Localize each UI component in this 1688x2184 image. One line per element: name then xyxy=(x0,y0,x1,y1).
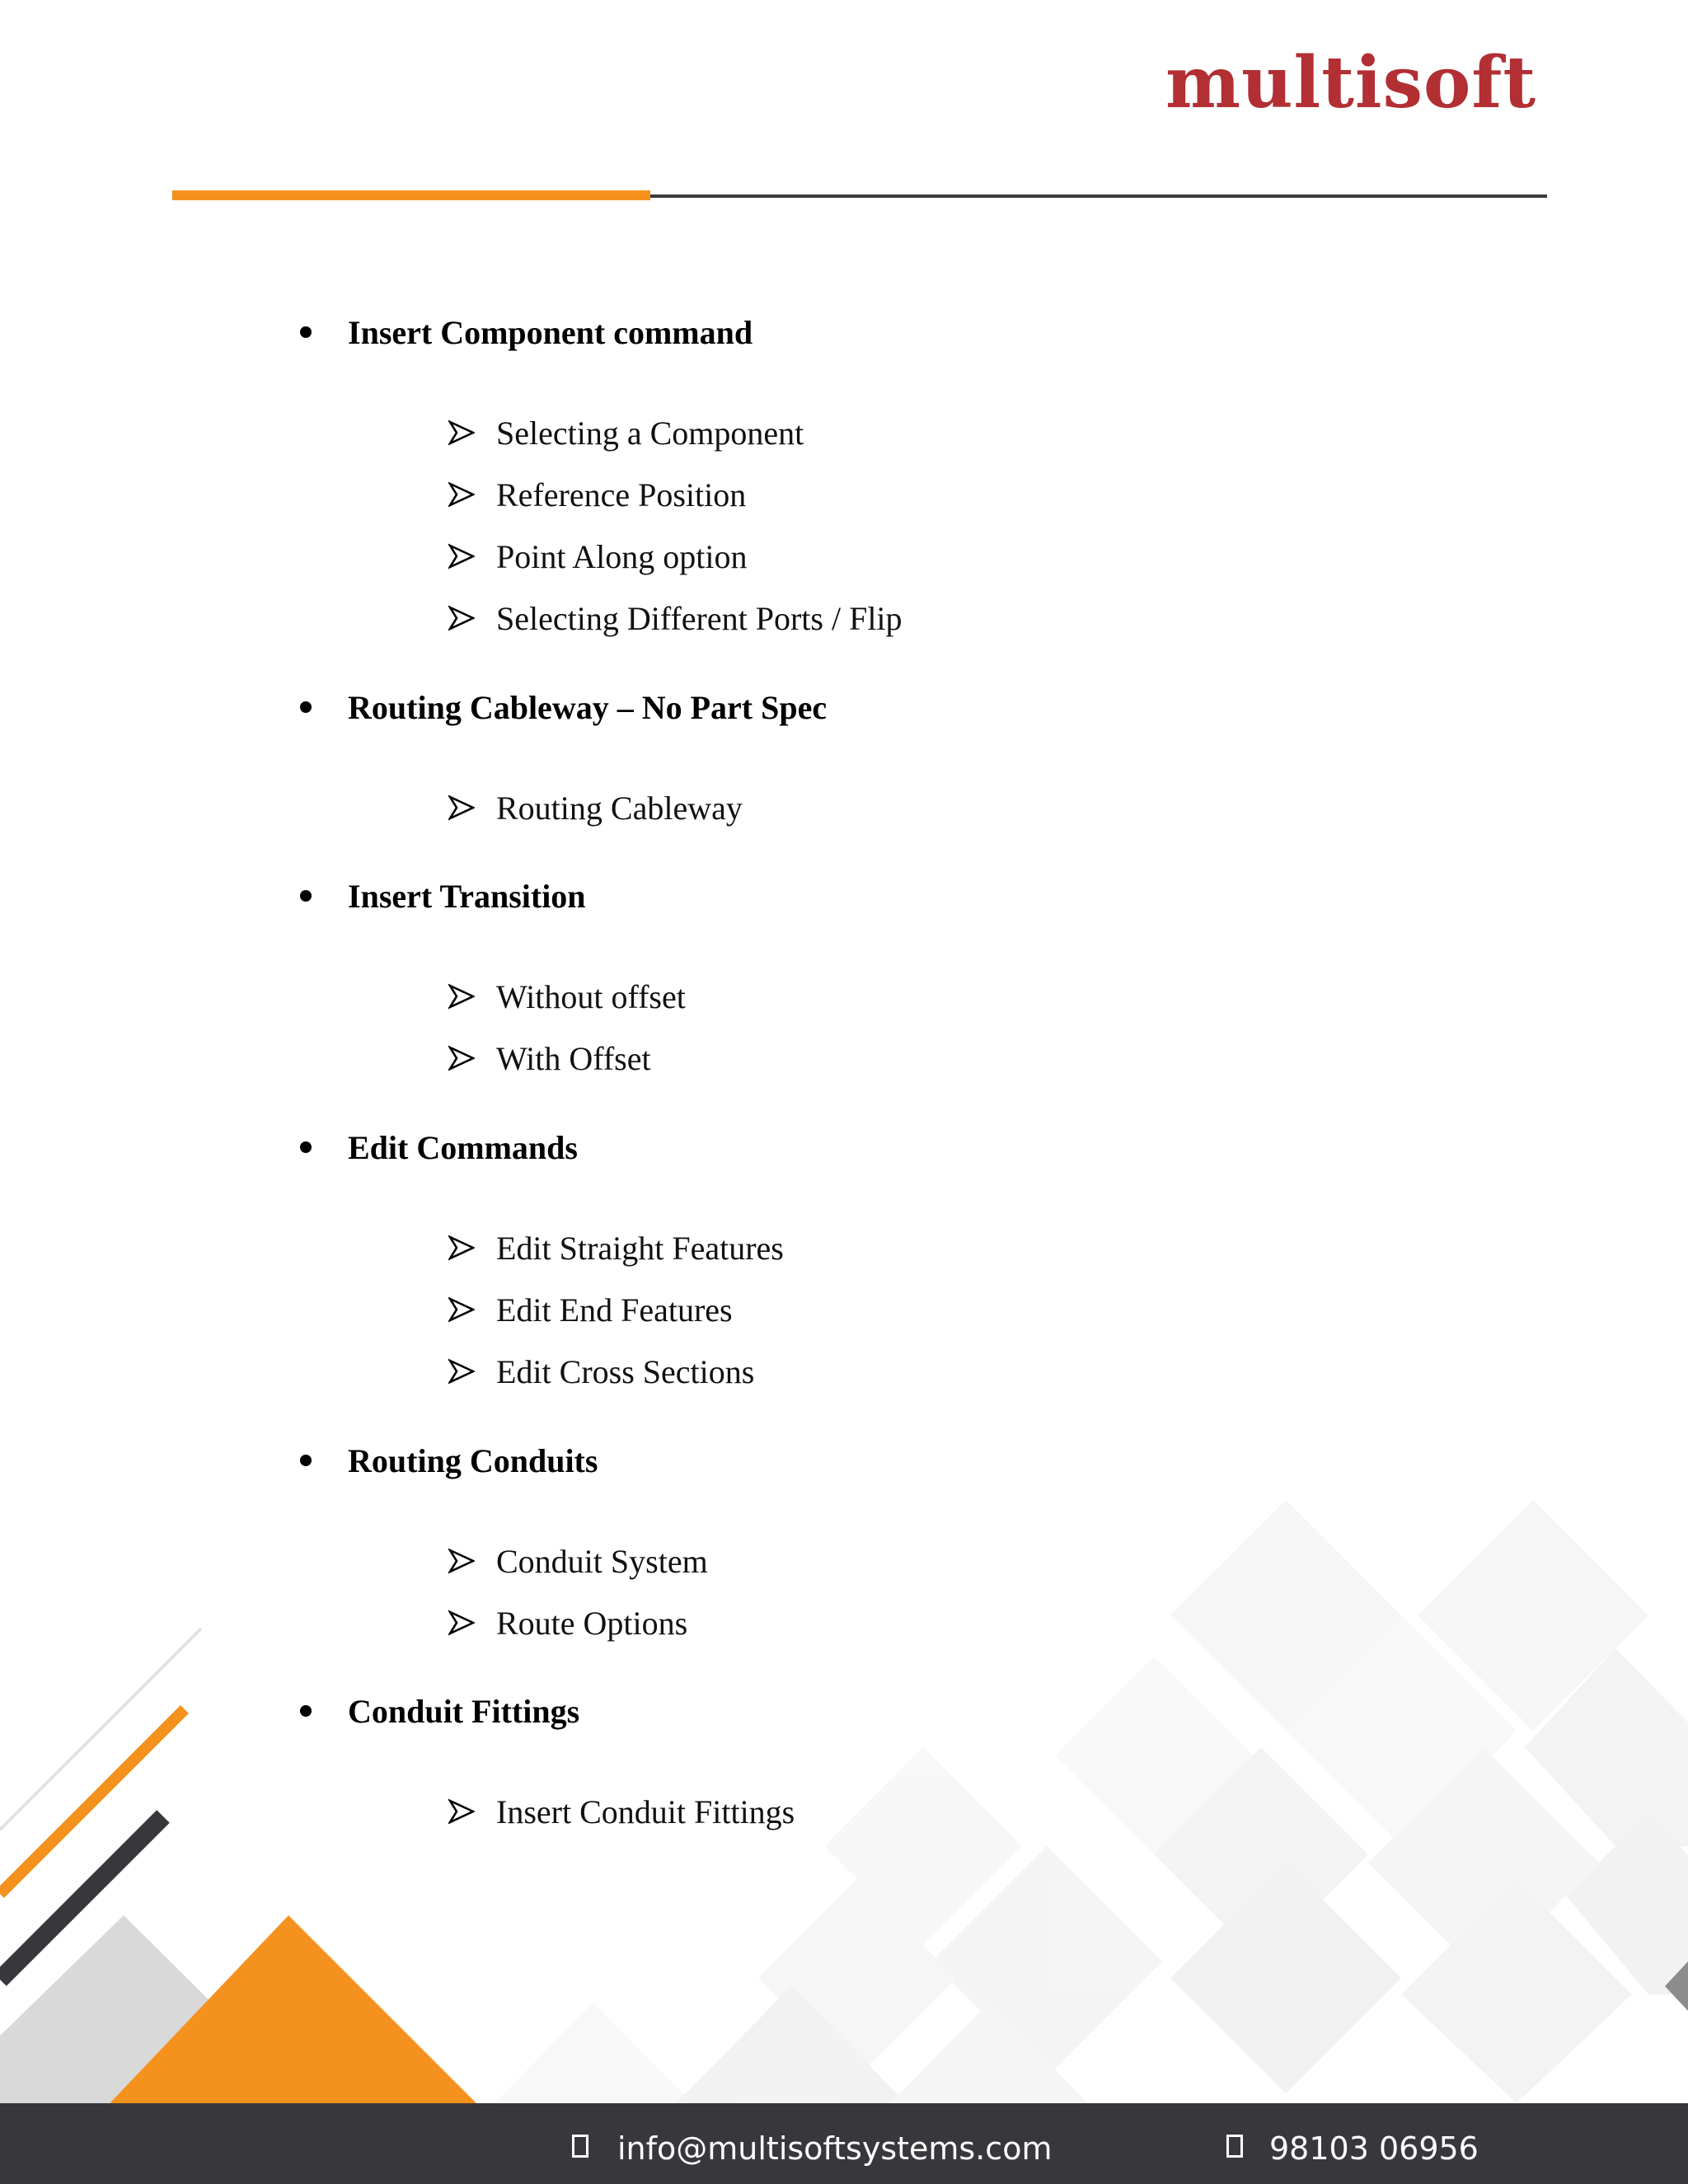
section-heading: Edit Commands xyxy=(348,1129,578,1166)
bullet-icon xyxy=(300,1705,312,1717)
section-heading: Routing Conduits xyxy=(348,1442,598,1479)
section-heading: Insert Component command xyxy=(348,314,753,351)
bullet-icon xyxy=(300,890,312,902)
header-rule-accent xyxy=(172,190,650,200)
list-item-label: Edit End Features xyxy=(496,1291,733,1329)
arrow-bullet-icon xyxy=(448,1548,475,1574)
list-item xyxy=(0,1607,1154,1648)
footer-phone: 98103 06956 xyxy=(1269,2130,1479,2167)
list-item xyxy=(0,1040,1154,1084)
list-item-label: With Offset xyxy=(496,1040,651,1077)
arrow-bullet-icon xyxy=(448,605,475,631)
arrow-bullet-icon xyxy=(448,481,475,508)
list-item xyxy=(0,417,1154,458)
list-item xyxy=(0,1545,1154,1586)
section-heading: Routing Cableway – No Part Spec xyxy=(348,689,828,726)
list-item-label: Insert Conduit Fittings xyxy=(496,1793,795,1830)
arrow-bullet-icon xyxy=(448,983,475,1010)
section-heading: Conduit Fittings xyxy=(348,1693,580,1730)
arrow-bullet-icon xyxy=(448,1296,475,1323)
list-item xyxy=(0,1232,1154,1273)
arrow-bullet-icon xyxy=(448,1235,475,1261)
arrow-bullet-icon xyxy=(448,1358,475,1385)
phone-icon xyxy=(1226,2135,1243,2158)
list-item-label: Without offset xyxy=(496,978,686,1015)
multisoft-logo xyxy=(1165,41,1537,124)
bullet-icon xyxy=(300,326,312,338)
arrow-bullet-icon xyxy=(448,1045,475,1071)
list-item-label: Selecting a Component xyxy=(496,415,804,452)
section-heading: Insert Transition xyxy=(348,878,586,915)
bullet-icon xyxy=(300,1455,312,1466)
header-rule xyxy=(650,194,1547,198)
list-item xyxy=(0,1291,1154,1335)
arrow-bullet-icon xyxy=(448,419,475,446)
arrow-bullet-icon xyxy=(448,794,475,821)
list-item-label: Selecting Different Ports / Flip xyxy=(496,600,903,637)
arrow-bullet-icon xyxy=(448,543,475,569)
email-icon xyxy=(572,2135,588,2158)
list-item xyxy=(0,792,1154,833)
footer-email-link[interactable]: info@multisoftsystems.com xyxy=(617,2130,1053,2167)
list-item xyxy=(0,1353,1154,1397)
bullet-icon xyxy=(300,701,312,713)
list-item xyxy=(0,476,1154,520)
arrow-bullet-icon xyxy=(448,1798,475,1825)
list-item xyxy=(0,538,1154,582)
logo-text: multisoft xyxy=(1165,41,1537,124)
list-item xyxy=(0,978,1154,1022)
arrow-bullet-icon xyxy=(448,1610,475,1636)
list-item xyxy=(0,1793,1154,1837)
list-item-label: Reference Position xyxy=(496,476,747,513)
bullet-icon xyxy=(300,1141,312,1153)
list-item-label: Point Along option xyxy=(496,538,748,575)
list-item-label: Edit Cross Sections xyxy=(496,1353,755,1390)
list-item xyxy=(0,602,1154,644)
list-item-label: Conduit System xyxy=(496,1543,708,1580)
list-item-label: Route Options xyxy=(496,1605,688,1642)
list-item-label: Routing Cableway xyxy=(496,790,743,827)
list-item-label: Edit Straight Features xyxy=(496,1230,784,1267)
